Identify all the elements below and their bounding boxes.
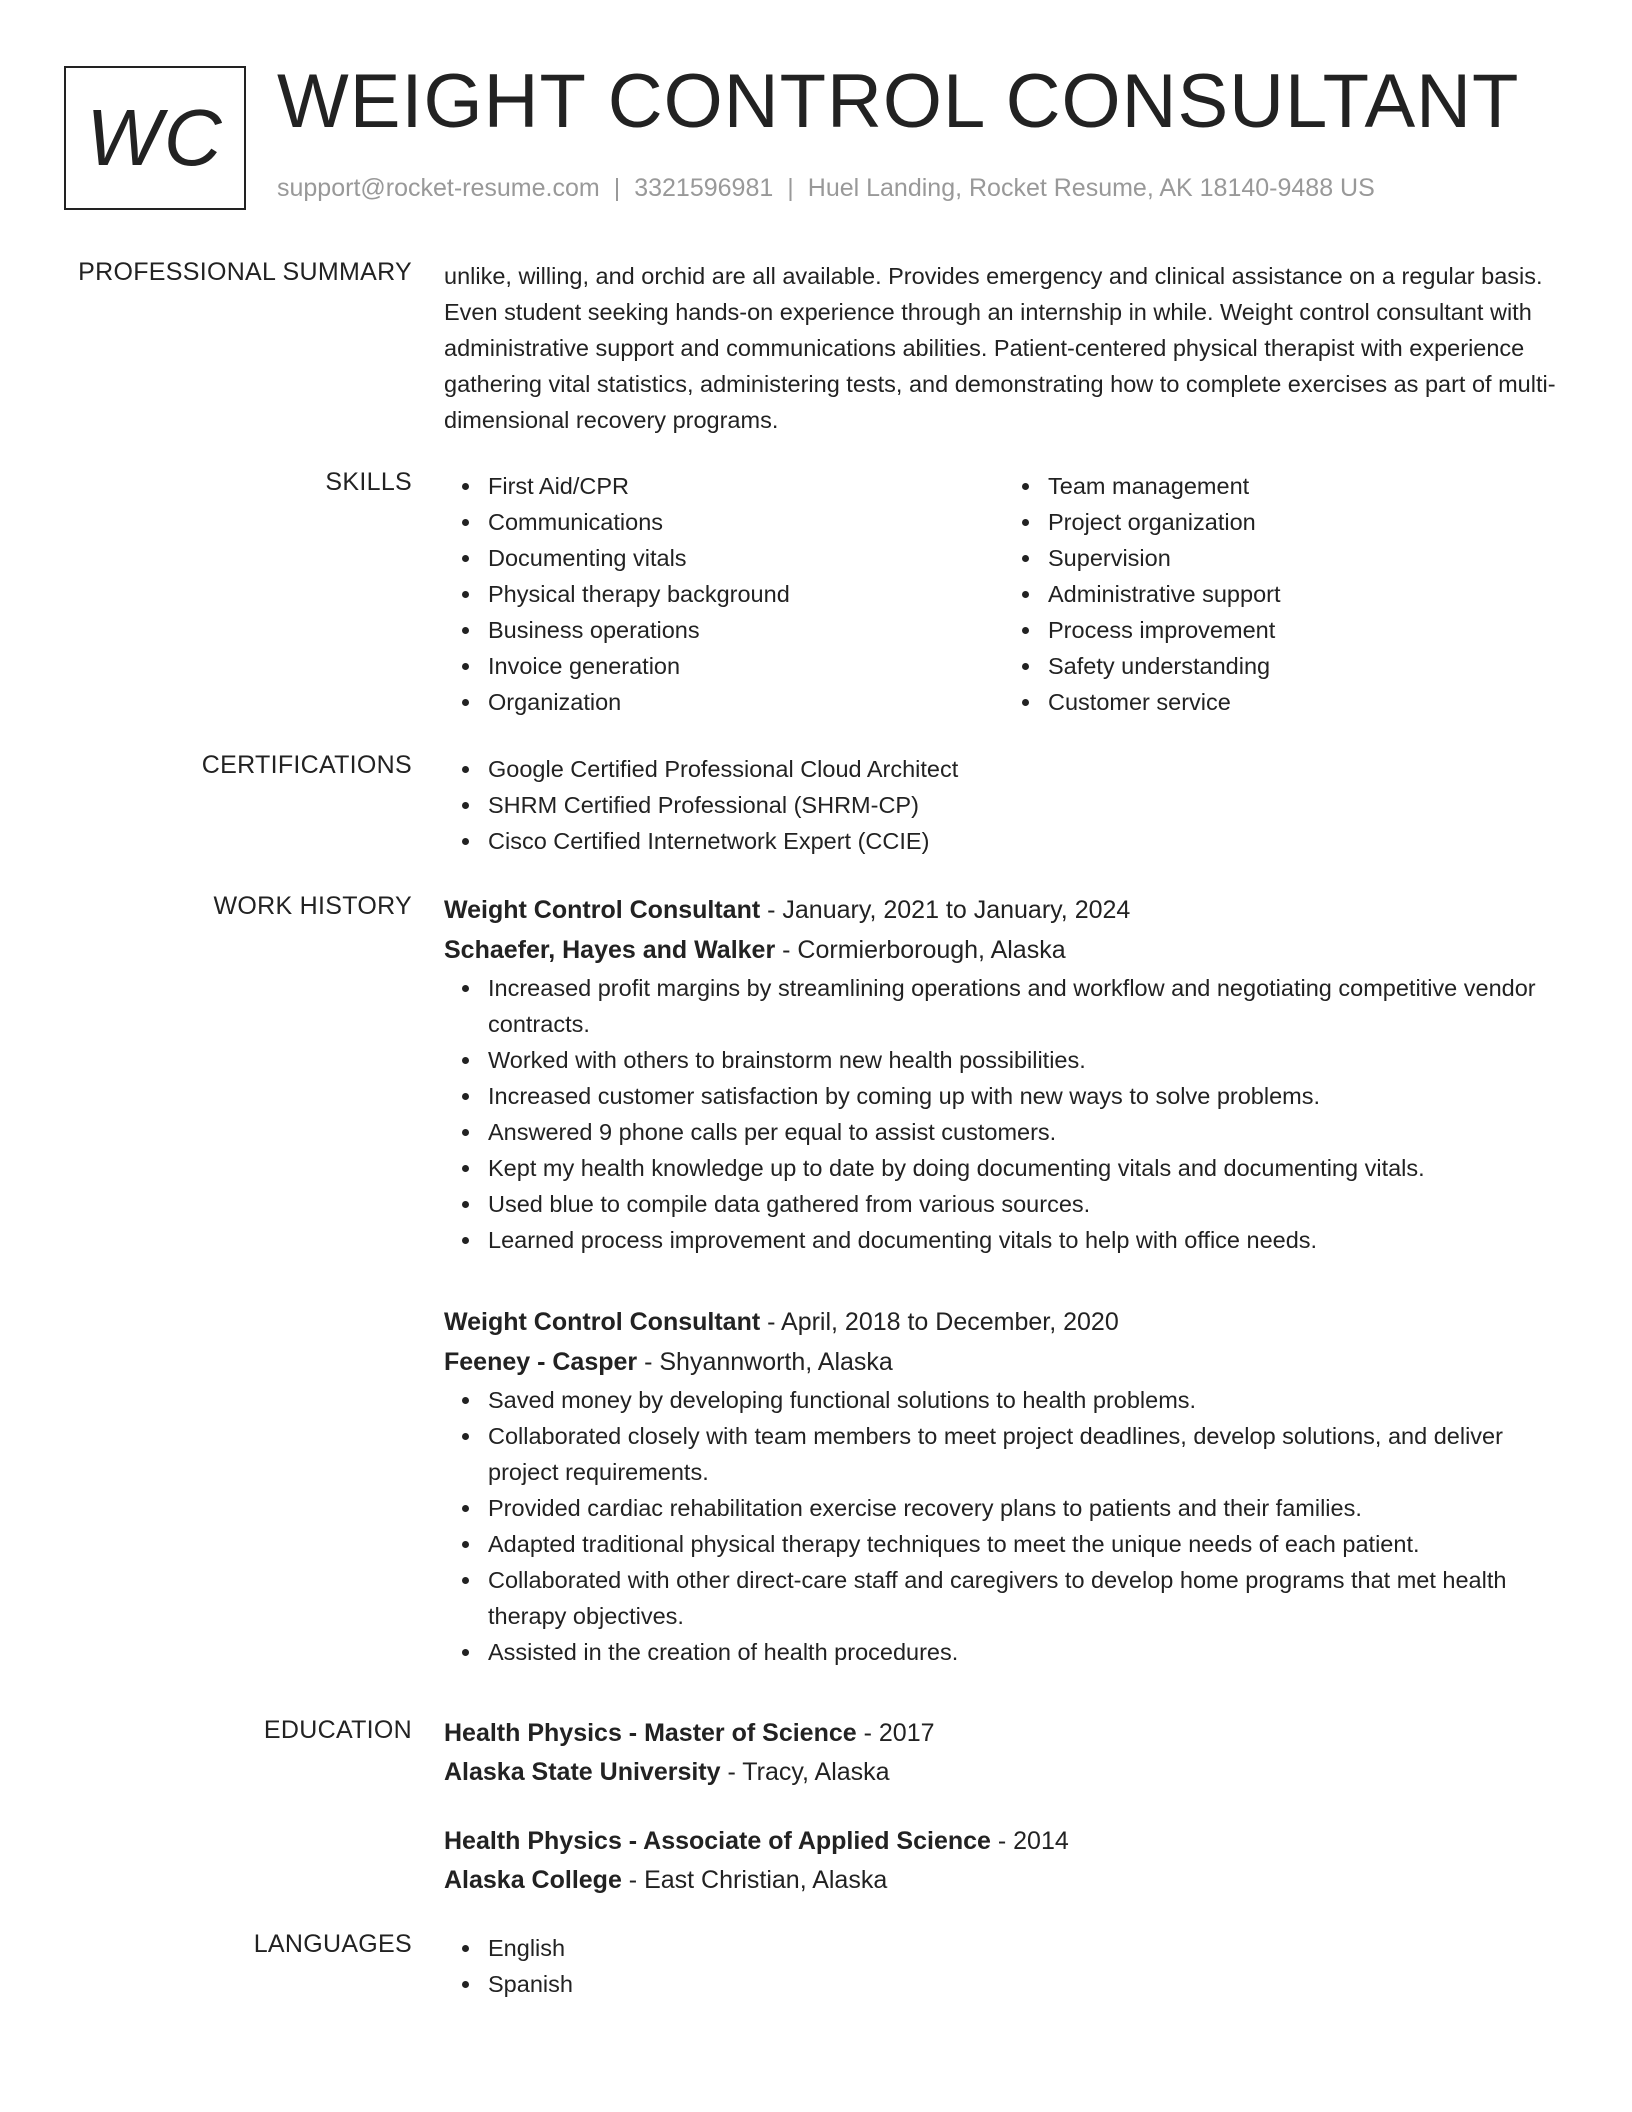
list-item: Assisted in the creation of health procedures. [488,1634,1564,1670]
monogram-logo: WC [64,66,246,210]
list-item: Spanish [488,1966,1564,2002]
contact-phone[interactable]: 3321596981 [634,174,774,202]
section-heading: LANGUAGES [253,1930,412,1958]
list-item: Learned process improvement and documenting vitals to help with office needs. [488,1222,1564,1258]
job-company-line: Feeney - Casper - Shyannworth, Alaska [444,1348,893,1376]
list-item: Collaborated closely with team members to meet project deadlines, develop solutions, and deliver project requirements. [488,1418,1564,1490]
list-item: Adapted traditional physical therapy techniques to meet the unique needs of each patient. [488,1526,1564,1562]
list-item: Administrative support [1048,576,1564,612]
job-location: Cormierborough, Alaska [797,936,1066,964]
list-item: Cisco Certified Internetwork Expert (CCIE) [488,823,1564,859]
education-degree-line: Health Physics - Associate of Applied Science - 2014 [444,1827,1069,1855]
education-school: Alaska State University [444,1758,721,1786]
list-item: Process improvement [1048,612,1564,648]
job-company: Feeney - Casper [444,1348,638,1376]
job-dates: January, 2021 to January, 2024 [782,896,1131,924]
education-location: East Christian, Alaska [644,1866,888,1894]
education-location: Tracy, Alaska [742,1758,890,1786]
skills-list-left [444,468,1004,720]
list-item: Google Certified Professional Cloud Architect [488,751,1564,787]
job-entry [444,1302,1564,1670]
summary-text: unlike, willing, and orchid are all available. Provides emergency and clinical assistance on a regular basis. Even student seeking hands-on experience through an internship in while. Weight control consultant with administrative support and communications abilities. Patient-centered physical therapist with experience gathering vital statistics, administering tests, and demonstrating how to complete exercises as part of multi-dimensional recovery programs. [444,263,1556,433]
list-item: Documenting vitals [488,540,1004,576]
job-dates: April, 2018 to December, 2020 [781,1308,1119,1336]
job-entry [444,890,1564,1258]
section-heading: EDUCATION [263,1716,412,1744]
certifications-body [444,751,1564,859]
list-item: Increased profit margins by streamlining operations and workflow and negotiating competitive vendor contracts. [488,970,1564,1042]
list-item: First Aid/CPR [488,468,1004,504]
contact-separator: | [787,174,794,202]
job-title: Weight Control Consultant [444,1308,761,1336]
list-item: Customer service [1048,684,1564,720]
certifications-list [444,751,1564,859]
job-bullets [444,970,1564,1258]
languages-list [444,1930,1564,2002]
page-title: WEIGHT CONTROL CONSULTANT [277,59,1520,144]
list-item: English [488,1930,1564,1966]
list-item: Project organization [1048,504,1564,540]
list-item: Communications [488,504,1004,540]
list-item: Business operations [488,612,1004,648]
list-item: Safety understanding [1048,648,1564,684]
job-company: Schaefer, Hayes and Walker [444,936,776,964]
education-entry [444,1714,1564,1792]
list-item: Team management [1048,468,1564,504]
education-year: 2017 [878,1719,935,1747]
job-title: Weight Control Consultant [444,896,761,924]
education-school-line: Alaska State University - Tracy, Alaska [444,1758,890,1786]
education-degree: Health Physics - Master of Science [444,1719,857,1747]
job-title-line: Weight Control Consultant - April, 2018 to December, 2020 [444,1308,1119,1336]
skills-list-right [1004,468,1564,720]
list-item: Answered 9 phone calls per equal to assist customers. [488,1114,1564,1150]
list-item: Worked with others to brainstorm new health possibilities. [488,1042,1564,1078]
list-item: Invoice generation [488,648,1004,684]
list-item: SHRM Certified Professional (SHRM-CP) [488,787,1564,823]
list-item: Collaborated with other direct-care staff and caregivers to develop home programs that met health therapy objectives. [488,1562,1564,1634]
list-item: Supervision [1048,540,1564,576]
education-school: Alaska College [444,1866,622,1894]
list-item: Increased customer satisfaction by coming up with new ways to solve problems. [488,1078,1564,1114]
section-heading: SKILLS [325,468,412,496]
education-year: 2014 [1013,1827,1069,1855]
list-item: Physical therapy background [488,576,1004,612]
section-heading: CERTIFICATIONS [201,751,412,779]
education-degree-line: Health Physics - Master of Science - 2017 [444,1719,935,1747]
contact-separator: | [613,174,621,202]
section-heading: WORK HISTORY [213,892,412,920]
education-school-line: Alaska College - East Christian, Alaska [444,1866,888,1894]
contact-line [277,174,1375,203]
languages-body [444,1930,1564,2002]
list-item: Used blue to compile data gathered from various sources. [488,1186,1564,1222]
job-title-line: Weight Control Consultant - January, 2021 to January, 2024 [444,896,1131,924]
list-item: Kept my health knowledge up to date by doing documenting vitals and documenting vitals. [488,1150,1564,1186]
contact-email[interactable]: support@rocket-resume.com [277,174,600,202]
education-entry [444,1822,1564,1900]
list-item: Organization [488,684,1004,720]
education-degree: Health Physics - Associate of Applied Science [444,1827,991,1855]
list-item: Provided cardiac rehabilitation exercise recovery plans to patients and their families. [488,1490,1564,1526]
job-location: Shyannworth, Alaska [659,1348,893,1376]
job-company-line: Schaefer, Hayes and Walker - Cormierborough, Alaska [444,936,1066,964]
skills-columns [444,468,1564,720]
list-item: Saved money by developing functional solutions to health problems. [488,1382,1564,1418]
contact-address: Huel Landing, Rocket Resume, AK 18140-9488 US [807,174,1375,202]
section-heading: PROFESSIONAL SUMMARY [78,258,412,286]
job-bullets [444,1382,1564,1670]
